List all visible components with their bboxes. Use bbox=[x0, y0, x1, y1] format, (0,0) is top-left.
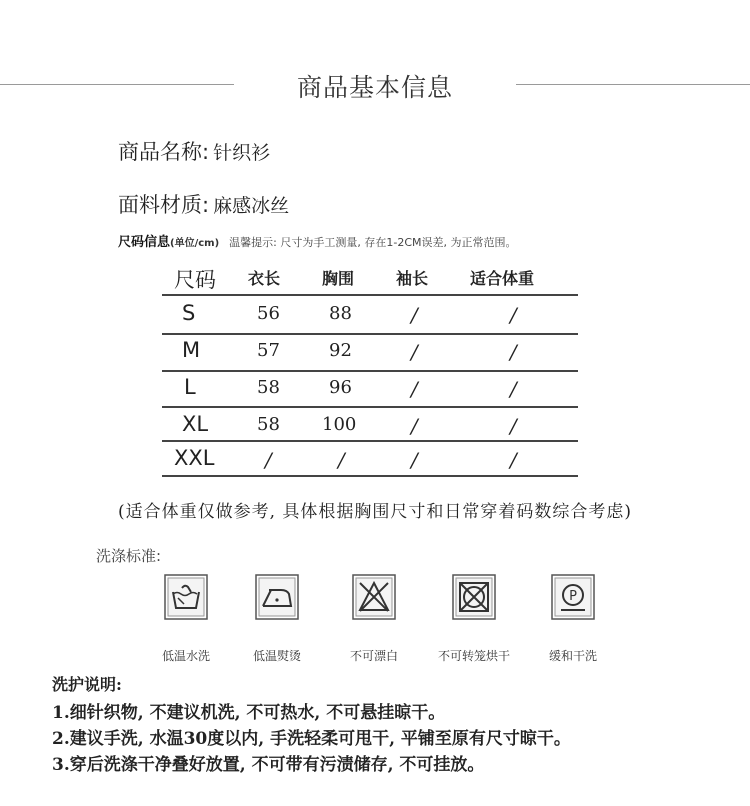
cell-chest: 92 bbox=[329, 340, 352, 361]
fabric-field bbox=[118, 189, 289, 219]
cell-sleeve: / bbox=[411, 448, 418, 472]
weight-remark: (适合体重仅做参考, 具体根据胸围尺寸和日常穿着码数综合考虑) bbox=[117, 502, 633, 522]
product-name-field bbox=[118, 136, 270, 166]
care-title: 洗护说明: bbox=[52, 675, 122, 694]
care-line-1: 1.细针织物, 不建议机洗, 不可热水, 不可悬挂晾干。 bbox=[52, 703, 446, 723]
no-bleach-label: 不可漂白 bbox=[349, 649, 398, 663]
no-tumble-dry-label: 不可转笼烘干 bbox=[437, 649, 510, 663]
header-size: 尺码 bbox=[174, 268, 216, 292]
product-name-value: 针织衫 bbox=[213, 142, 271, 164]
page-title: 商品基本信息 bbox=[296, 73, 453, 102]
cell-size: XXL bbox=[174, 446, 215, 470]
care-line-3: 3.穿后洗涤干净叠好放置, 不可带有污渍储存, 不可挂放。 bbox=[52, 755, 485, 775]
fabric-value: 麻感冰丝 bbox=[213, 195, 290, 217]
cell-size: XL bbox=[182, 412, 209, 436]
cell-chest: 96 bbox=[329, 377, 352, 398]
table-row bbox=[162, 371, 578, 407]
table-header-row bbox=[162, 266, 578, 296]
table-row bbox=[162, 334, 578, 370]
cell-weight: / bbox=[510, 340, 517, 364]
cell-length: 58 bbox=[257, 377, 280, 398]
cell-chest: 100 bbox=[322, 414, 357, 435]
gentle-dry-clean-icon bbox=[551, 574, 595, 620]
cell-length: 56 bbox=[257, 303, 280, 324]
cell-weight: / bbox=[510, 303, 517, 327]
size-info-label: 尺码信息 bbox=[118, 235, 171, 250]
header-sleeve: 袖长 bbox=[396, 269, 429, 288]
table-row bbox=[162, 297, 578, 333]
size-info-unit: (单位/cm) bbox=[170, 238, 220, 249]
cell-weight: / bbox=[510, 448, 517, 472]
cell-size: L bbox=[184, 375, 196, 399]
header-chest: 胸围 bbox=[322, 269, 355, 288]
cell-weight: / bbox=[510, 377, 517, 401]
care-line-2: 2.建议手洗, 水温30度以内, 手洗轻柔可甩干, 平铺至原有尺寸晾干。 bbox=[52, 729, 571, 749]
header-length: 衣长 bbox=[248, 269, 281, 288]
table-rule bbox=[162, 475, 578, 477]
cell-length: 57 bbox=[257, 340, 280, 361]
table-row bbox=[162, 408, 578, 444]
fabric-label: 面料材质: bbox=[118, 193, 210, 217]
cell-sleeve: / bbox=[411, 414, 418, 438]
cell-size: M bbox=[182, 338, 201, 362]
low-temp-wash-label: 低温水洗 bbox=[161, 649, 210, 663]
svg-text:P: P bbox=[569, 589, 577, 604]
cell-sleeve: / bbox=[411, 303, 418, 327]
washing-title: 洗涤标准: bbox=[96, 547, 162, 565]
low-temp-iron-label: 低温熨烫 bbox=[252, 649, 301, 663]
cell-sleeve: / bbox=[411, 340, 418, 364]
cell-chest: / bbox=[338, 448, 345, 472]
cell-length: / bbox=[265, 448, 272, 472]
table-rule bbox=[162, 294, 578, 296]
title-rule-right bbox=[516, 84, 750, 85]
table-row bbox=[162, 442, 578, 478]
cell-weight: / bbox=[510, 414, 517, 438]
product-name-label: 商品名称: bbox=[118, 140, 210, 164]
cell-length: 58 bbox=[257, 414, 280, 435]
cell-sleeve: / bbox=[411, 377, 418, 401]
low-temp-wash-icon bbox=[164, 574, 208, 620]
low-temp-iron-icon bbox=[255, 574, 299, 620]
cell-chest: 88 bbox=[329, 303, 352, 324]
gentle-dry-clean-label: 缓和干洗 bbox=[548, 649, 597, 663]
size-info-note: 温馨提示: 尺寸为手工测量, 存在1-2CM误差, 为正常范围。 bbox=[229, 236, 517, 249]
no-bleach-icon bbox=[352, 574, 396, 620]
header-weight: 适合体重 bbox=[470, 269, 535, 288]
no-tumble-dry-icon bbox=[452, 574, 496, 620]
cell-size: S bbox=[182, 301, 196, 325]
size-info bbox=[118, 231, 516, 250]
